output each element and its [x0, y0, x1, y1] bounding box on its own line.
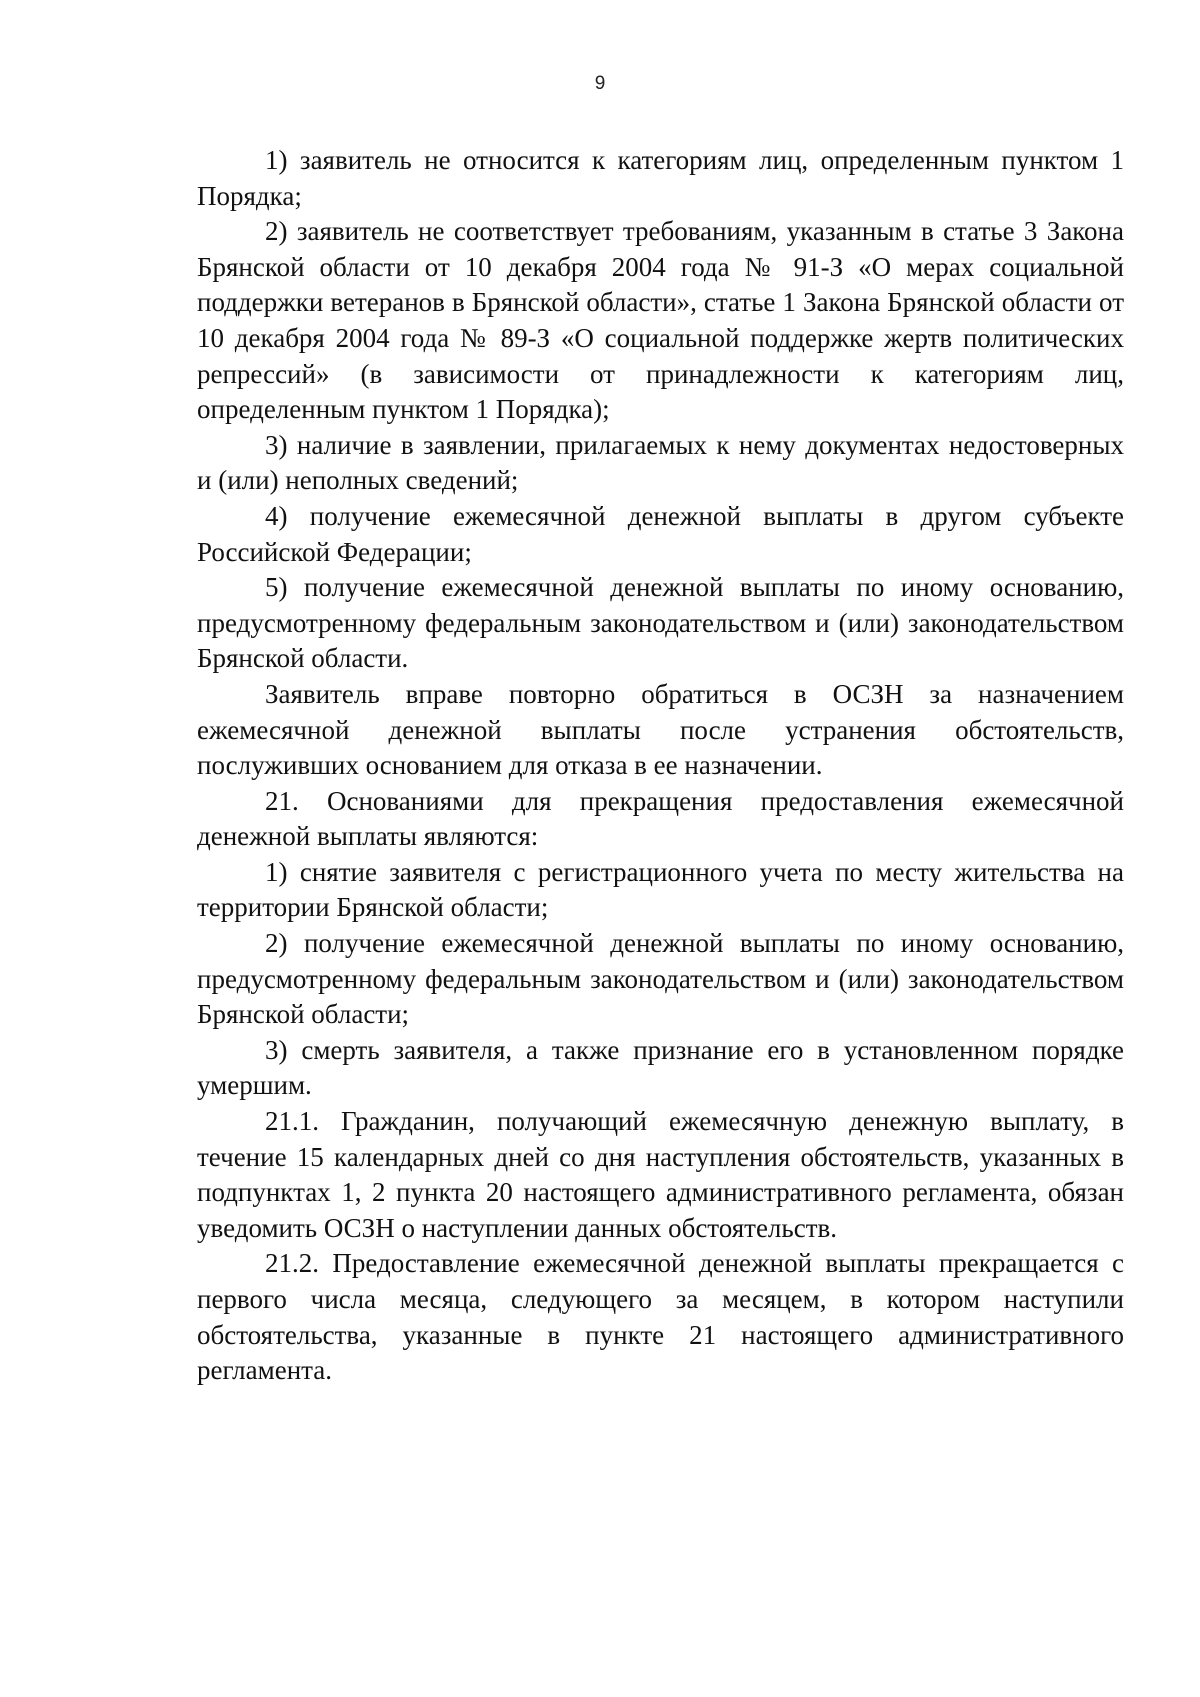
paragraph-section-21-2: 21.2. Предоставление ежемесячной денежной выплаты прекращается с первого числа месяца, следующего за месяцем, в котором наступили обстоятельства, указанные в пункте 21 настоящего административного регламента. [197, 1248, 1124, 1386]
paragraph-clause-2: 2) заявитель не соответствует требованиям, указанным в статье 3 Закона Брянской области от 10 декабря 2004 года № 91-З «О мерах социальной поддержки ветеранов в Брянской области», статье 1 Закона Брянской области от 10 декабря 2004 года № 89-З «О социальной поддержке жертв политических репрессий» (в зависимости от принадлежности к категориям лиц, определенным пунктом 1 Порядка); [197, 216, 1124, 425]
paragraph-termination-3: 3) смерть заявителя, а также признание его в установленном порядке умершим. [197, 1034, 1124, 1101]
paragraph-termination-2: 2) получение ежемесячной денежной выплаты по иному основанию, предусмотренному федеральным законодательством и (или) законодательством Брянской области; [197, 928, 1124, 1030]
paragraph-section-21: 21. Основаниями для прекращения предоставления ежемесячной денежной выплаты являются: [197, 785, 1124, 852]
paragraph-clause-3: 3) наличие в заявлении, прилагаемых к нему документах недостоверных и (или) неполных сведений; [197, 429, 1124, 496]
paragraph-reapply: Заявитель вправе повторно обратиться в ОСЗН за назначением ежемесячной денежной выплаты после устранения обстоятельств, послуживших основанием для отказа в ее назначении. [197, 678, 1124, 781]
paragraph-termination-1: 1) снятие заявителя с регистрационного учета по месту жительства на территории Брянской области; [197, 856, 1124, 923]
paragraph-section-21-1: 21.1. Гражданин, получающий ежемесячную денежную выплату, в течение 15 календарных дней со дня наступления обстоятельств, указанных в подпунктах 1, 2 пункта 20 настоящего административного регламента, обязан уведомить ОСЗН о наступлении данных обстоятельств. [197, 1106, 1124, 1243]
paragraph-clause-4: 4) получение ежемесячной денежной выплаты в другом субъекте Российской Федерации; [197, 500, 1124, 567]
paragraph-clause-1: 1) заявитель не относится к категориям лиц, определенным пунктом 1 Порядка; [197, 145, 1124, 211]
page-number: 9 [594, 73, 606, 94]
document-body [197, 143, 1124, 1389]
paragraph-clause-5: 5) получение ежемесячной денежной выплаты по иному основанию, предусмотренному федеральным законодательством и (или) законодательством Брянской области. [197, 572, 1124, 674]
